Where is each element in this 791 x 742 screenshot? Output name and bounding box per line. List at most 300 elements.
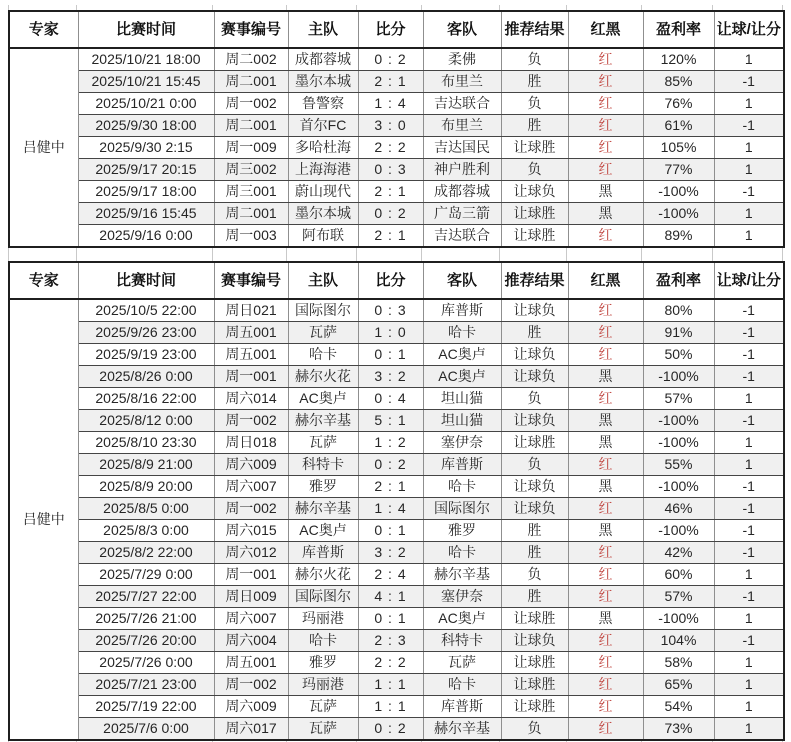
column-header-time: 比赛时间 xyxy=(78,262,214,299)
cell-match_no: 周三002 xyxy=(214,159,288,181)
gridline-stub-cell xyxy=(213,5,287,10)
cell-result: 让球胜 xyxy=(501,674,568,696)
cell-score: 5 : 1 xyxy=(358,410,423,432)
cell-handicap: 1 xyxy=(714,137,784,159)
cell-away: 赫尔辛基 xyxy=(423,718,501,741)
cell-home: 国际图尔 xyxy=(288,586,358,608)
table-row xyxy=(9,454,784,476)
cell-profit: 57% xyxy=(643,388,714,410)
cell-home: 赫尔火花 xyxy=(288,366,358,388)
cell-time: 2025/10/5 22:00 xyxy=(78,299,214,322)
table-row xyxy=(9,366,784,388)
cell-profit: 55% xyxy=(643,454,714,476)
cell-score: 1 : 4 xyxy=(358,498,423,520)
cell-handicap: -1 xyxy=(714,299,784,322)
cell-away: 神户胜利 xyxy=(423,159,501,181)
gridline-stub-cell xyxy=(213,248,287,261)
cell-profit: -100% xyxy=(643,520,714,542)
cell-red_black: 红 xyxy=(568,93,643,115)
cell-red_black: 红 xyxy=(568,159,643,181)
cell-match_no: 周六007 xyxy=(214,476,288,498)
gridline-stub-top xyxy=(8,5,783,10)
cell-away: 塞伊奈 xyxy=(423,432,501,454)
cell-score: 2 : 2 xyxy=(358,652,423,674)
column-header-expert: 专家 xyxy=(9,11,78,48)
cell-time: 2025/7/26 20:00 xyxy=(78,630,214,652)
table-row xyxy=(9,137,784,159)
cell-score: 2 : 1 xyxy=(358,181,423,203)
cell-profit: -100% xyxy=(643,203,714,225)
cell-result: 让球负 xyxy=(501,630,568,652)
column-header-handicap: 让球/让分 xyxy=(714,262,784,299)
gridline-stub-cell xyxy=(642,248,713,261)
cell-home: 国际图尔 xyxy=(288,299,358,322)
cell-away: 柔佛 xyxy=(423,48,501,71)
cell-result: 胜 xyxy=(501,115,568,137)
cell-red_black: 黑 xyxy=(568,203,643,225)
cell-handicap: 1 xyxy=(714,674,784,696)
cell-away: 吉达国民 xyxy=(423,137,501,159)
cell-score: 0 : 1 xyxy=(358,520,423,542)
table-2-body xyxy=(9,299,784,740)
column-header-result: 推荐结果 xyxy=(501,11,568,48)
cell-profit: 73% xyxy=(643,718,714,741)
cell-away: 哈卡 xyxy=(423,674,501,696)
table-row xyxy=(9,608,784,630)
cell-away: 布里兰 xyxy=(423,71,501,93)
cell-home: 哈卡 xyxy=(288,630,358,652)
cell-time: 2025/9/16 15:45 xyxy=(78,203,214,225)
cell-match_no: 周二001 xyxy=(214,71,288,93)
cell-profit: 104% xyxy=(643,630,714,652)
gridline-stub-cell xyxy=(8,248,77,261)
cell-result: 负 xyxy=(501,718,568,741)
cell-profit: 91% xyxy=(643,322,714,344)
table-2-header xyxy=(9,262,784,299)
column-header-away: 客队 xyxy=(423,11,501,48)
cell-handicap: 1 xyxy=(714,159,784,181)
cell-score: 1 : 1 xyxy=(358,696,423,718)
cell-match_no: 周五001 xyxy=(214,652,288,674)
cell-red_black: 红 xyxy=(568,586,643,608)
cell-time: 2025/9/17 20:15 xyxy=(78,159,214,181)
cell-handicap: 1 xyxy=(714,696,784,718)
cell-handicap: -1 xyxy=(714,322,784,344)
cell-handicap: 1 xyxy=(714,454,784,476)
column-header-red_black: 红黑 xyxy=(568,262,643,299)
cell-match_no: 周二001 xyxy=(214,115,288,137)
cell-away: 哈卡 xyxy=(423,542,501,564)
cell-result: 负 xyxy=(501,48,568,71)
table-row xyxy=(9,432,784,454)
cell-home: 哈卡 xyxy=(288,344,358,366)
cell-match_no: 周日021 xyxy=(214,299,288,322)
cell-home: 雅罗 xyxy=(288,652,358,674)
gridline-stub-cell xyxy=(567,248,642,261)
cell-red_black: 黑 xyxy=(568,432,643,454)
cell-match_no: 周日009 xyxy=(214,586,288,608)
cell-red_black: 黑 xyxy=(568,476,643,498)
expert-picks-table-1 xyxy=(8,10,785,248)
cell-handicap: -1 xyxy=(714,366,784,388)
cell-home: 墨尔本城 xyxy=(288,71,358,93)
table-row xyxy=(9,203,784,225)
cell-score: 2 : 1 xyxy=(358,476,423,498)
cell-profit: 42% xyxy=(643,542,714,564)
cell-score: 0 : 1 xyxy=(358,608,423,630)
table-row xyxy=(9,476,784,498)
cell-time: 2025/10/21 0:00 xyxy=(78,93,214,115)
gridline-stub-cell xyxy=(713,5,783,10)
cell-away: 哈卡 xyxy=(423,476,501,498)
table-row xyxy=(9,299,784,322)
cell-red_black: 红 xyxy=(568,696,643,718)
cell-home: 玛丽港 xyxy=(288,674,358,696)
cell-handicap: -1 xyxy=(714,410,784,432)
cell-red_black: 黑 xyxy=(568,410,643,432)
cell-profit: 58% xyxy=(643,652,714,674)
cell-home: AC奥卢 xyxy=(288,520,358,542)
table-row xyxy=(9,498,784,520)
cell-result: 让球胜 xyxy=(501,652,568,674)
cell-profit: -100% xyxy=(643,410,714,432)
cell-score: 1 : 2 xyxy=(358,432,423,454)
cell-handicap: 1 xyxy=(714,93,784,115)
cell-result: 负 xyxy=(501,159,568,181)
cell-home: 蔚山现代 xyxy=(288,181,358,203)
cell-match_no: 周六007 xyxy=(214,608,288,630)
column-header-result: 推荐结果 xyxy=(501,262,568,299)
cell-profit: 54% xyxy=(643,696,714,718)
cell-profit: -100% xyxy=(643,608,714,630)
cell-time: 2025/8/9 20:00 xyxy=(78,476,214,498)
column-header-away: 客队 xyxy=(423,262,501,299)
expert-name-cell: 吕健中 xyxy=(9,299,78,740)
cell-away: 库普斯 xyxy=(423,454,501,476)
table-row xyxy=(9,542,784,564)
cell-result: 让球胜 xyxy=(501,203,568,225)
table-row xyxy=(9,93,784,115)
cell-time: 2025/7/27 22:00 xyxy=(78,586,214,608)
gridline-stub-cell xyxy=(287,248,357,261)
header-row xyxy=(9,11,784,48)
table-row xyxy=(9,630,784,652)
cell-handicap: -1 xyxy=(714,542,784,564)
cell-match_no: 周二002 xyxy=(214,48,288,71)
cell-handicap: -1 xyxy=(714,630,784,652)
cell-result: 胜 xyxy=(501,542,568,564)
gridline-stub-cell xyxy=(77,248,213,261)
cell-match_no: 周一001 xyxy=(214,366,288,388)
cell-handicap: 1 xyxy=(714,388,784,410)
cell-time: 2025/7/19 22:00 xyxy=(78,696,214,718)
column-header-expert: 专家 xyxy=(9,262,78,299)
cell-match_no: 周五001 xyxy=(214,322,288,344)
cell-result: 让球负 xyxy=(501,410,568,432)
table-row xyxy=(9,410,784,432)
cell-score: 0 : 2 xyxy=(358,454,423,476)
gridline-stub-cell xyxy=(77,5,213,10)
cell-red_black: 黑 xyxy=(568,520,643,542)
cell-home: 库普斯 xyxy=(288,542,358,564)
cell-result: 让球胜 xyxy=(501,137,568,159)
table-row xyxy=(9,718,784,741)
cell-result: 让球负 xyxy=(501,299,568,322)
gridline-stub-cell xyxy=(422,5,500,10)
table-row xyxy=(9,225,784,248)
cell-handicap: -1 xyxy=(714,181,784,203)
cell-home: 玛丽港 xyxy=(288,608,358,630)
cell-score: 1 : 0 xyxy=(358,322,423,344)
cell-result: 让球负 xyxy=(501,476,568,498)
cell-time: 2025/8/16 22:00 xyxy=(78,388,214,410)
cell-time: 2025/10/21 18:00 xyxy=(78,48,214,71)
column-header-home: 主队 xyxy=(288,262,358,299)
cell-red_black: 红 xyxy=(568,498,643,520)
cell-handicap: -1 xyxy=(714,344,784,366)
cell-away: 吉达联合 xyxy=(423,225,501,248)
cell-handicap: 1 xyxy=(714,564,784,586)
table-row xyxy=(9,520,784,542)
cell-home: 瓦萨 xyxy=(288,696,358,718)
cell-red_black: 红 xyxy=(568,718,643,741)
cell-result: 负 xyxy=(501,388,568,410)
table-1-header xyxy=(9,11,784,48)
cell-away: AC奥卢 xyxy=(423,608,501,630)
cell-result: 负 xyxy=(501,564,568,586)
gridline-stub-gap xyxy=(8,248,783,261)
cell-handicap: 1 xyxy=(714,432,784,454)
cell-profit: -100% xyxy=(643,476,714,498)
cell-handicap: -1 xyxy=(714,476,784,498)
cell-match_no: 周一002 xyxy=(214,410,288,432)
cell-red_black: 红 xyxy=(568,542,643,564)
cell-result: 负 xyxy=(501,93,568,115)
cell-away: 布里兰 xyxy=(423,115,501,137)
cell-red_black: 红 xyxy=(568,674,643,696)
cell-result: 胜 xyxy=(501,322,568,344)
cell-score: 0 : 1 xyxy=(358,344,423,366)
cell-home: 雅罗 xyxy=(288,476,358,498)
gridline-stub-cell xyxy=(713,248,783,261)
column-header-handicap: 让球/让分 xyxy=(714,11,784,48)
cell-profit: -100% xyxy=(643,181,714,203)
cell-home: 瓦萨 xyxy=(288,322,358,344)
table-row xyxy=(9,322,784,344)
cell-result: 让球胜 xyxy=(501,432,568,454)
cell-time: 2025/8/3 0:00 xyxy=(78,520,214,542)
cell-match_no: 周一003 xyxy=(214,225,288,248)
cell-profit: 80% xyxy=(643,299,714,322)
cell-handicap: 1 xyxy=(714,225,784,248)
cell-home: 首尔FC xyxy=(288,115,358,137)
cell-time: 2025/9/30 2:15 xyxy=(78,137,214,159)
cell-profit: 61% xyxy=(643,115,714,137)
cell-time: 2025/9/30 18:00 xyxy=(78,115,214,137)
cell-match_no: 周六012 xyxy=(214,542,288,564)
cell-profit: 76% xyxy=(643,93,714,115)
cell-red_black: 红 xyxy=(568,652,643,674)
cell-result: 胜 xyxy=(501,71,568,93)
expert-picks-table-2 xyxy=(8,261,785,741)
cell-away: 坦山猫 xyxy=(423,410,501,432)
cell-profit: 77% xyxy=(643,159,714,181)
cell-time: 2025/7/21 23:00 xyxy=(78,674,214,696)
column-header-profit: 盈利率 xyxy=(643,11,714,48)
cell-time: 2025/10/21 15:45 xyxy=(78,71,214,93)
gridline-stub-cell xyxy=(287,5,357,10)
table-row xyxy=(9,181,784,203)
table-row xyxy=(9,159,784,181)
table-row xyxy=(9,71,784,93)
table-row xyxy=(9,696,784,718)
cell-score: 2 : 2 xyxy=(358,137,423,159)
cell-match_no: 周一001 xyxy=(214,564,288,586)
cell-red_black: 红 xyxy=(568,564,643,586)
cell-away: 哈卡 xyxy=(423,322,501,344)
cell-result: 让球胜 xyxy=(501,696,568,718)
cell-match_no: 周六015 xyxy=(214,520,288,542)
table-row xyxy=(9,388,784,410)
cell-score: 0 : 2 xyxy=(358,48,423,71)
column-header-match_no: 赛事编号 xyxy=(214,11,288,48)
cell-profit: 85% xyxy=(643,71,714,93)
cell-away: 科特卡 xyxy=(423,630,501,652)
cell-time: 2025/8/12 0:00 xyxy=(78,410,214,432)
column-header-score: 比分 xyxy=(358,11,423,48)
cell-result: 让球负 xyxy=(501,181,568,203)
cell-handicap: -1 xyxy=(714,520,784,542)
table-row xyxy=(9,564,784,586)
cell-score: 3 : 2 xyxy=(358,366,423,388)
column-header-time: 比赛时间 xyxy=(78,11,214,48)
cell-score: 2 : 3 xyxy=(358,630,423,652)
cell-handicap: 1 xyxy=(714,608,784,630)
cell-score: 4 : 1 xyxy=(358,586,423,608)
cell-red_black: 红 xyxy=(568,137,643,159)
gridline-stub-cell xyxy=(357,5,422,10)
gridline-stub-cell xyxy=(8,5,77,10)
cell-handicap: -1 xyxy=(714,71,784,93)
cell-away: 赫尔辛基 xyxy=(423,564,501,586)
table-1-body xyxy=(9,48,784,247)
cell-handicap: 1 xyxy=(714,718,784,741)
cell-result: 胜 xyxy=(501,586,568,608)
cell-home: 科特卡 xyxy=(288,454,358,476)
cell-result: 让球胜 xyxy=(501,225,568,248)
expert-name-cell: 吕健中 xyxy=(9,48,78,247)
cell-home: 阿布联 xyxy=(288,225,358,248)
cell-away: 雅罗 xyxy=(423,520,501,542)
cell-away: 瓦萨 xyxy=(423,652,501,674)
gridline-stub-cell xyxy=(567,5,642,10)
cell-profit: 89% xyxy=(643,225,714,248)
cell-score: 0 : 3 xyxy=(358,299,423,322)
cell-away: 库普斯 xyxy=(423,696,501,718)
cell-time: 2025/9/19 23:00 xyxy=(78,344,214,366)
cell-result: 胜 xyxy=(501,520,568,542)
cell-red_black: 红 xyxy=(568,344,643,366)
cell-red_black: 红 xyxy=(568,225,643,248)
cell-handicap: 1 xyxy=(714,652,784,674)
cell-match_no: 周六009 xyxy=(214,696,288,718)
cell-red_black: 黑 xyxy=(568,181,643,203)
cell-match_no: 周三001 xyxy=(214,181,288,203)
cell-away: 塞伊奈 xyxy=(423,586,501,608)
cell-home: 鲁警察 xyxy=(288,93,358,115)
column-header-profit: 盈利率 xyxy=(643,262,714,299)
cell-time: 2025/8/2 22:00 xyxy=(78,542,214,564)
cell-time: 2025/7/29 0:00 xyxy=(78,564,214,586)
cell-match_no: 周日018 xyxy=(214,432,288,454)
cell-score: 0 : 4 xyxy=(358,388,423,410)
cell-time: 2025/9/16 0:00 xyxy=(78,225,214,248)
cell-match_no: 周一009 xyxy=(214,137,288,159)
cell-profit: 57% xyxy=(643,586,714,608)
cell-time: 2025/9/26 23:00 xyxy=(78,322,214,344)
cell-red_black: 红 xyxy=(568,48,643,71)
cell-result: 让球负 xyxy=(501,366,568,388)
cell-time: 2025/7/26 21:00 xyxy=(78,608,214,630)
cell-profit: 46% xyxy=(643,498,714,520)
cell-profit: 50% xyxy=(643,344,714,366)
column-header-score: 比分 xyxy=(358,262,423,299)
cell-time: 2025/8/5 0:00 xyxy=(78,498,214,520)
cell-away: 坦山猫 xyxy=(423,388,501,410)
cell-time: 2025/8/9 21:00 xyxy=(78,454,214,476)
cell-match_no: 周一002 xyxy=(214,93,288,115)
cell-red_black: 红 xyxy=(568,71,643,93)
column-header-match_no: 赛事编号 xyxy=(214,262,288,299)
cell-handicap: -1 xyxy=(714,586,784,608)
cell-away: 成都蓉城 xyxy=(423,181,501,203)
cell-time: 2025/8/10 23:30 xyxy=(78,432,214,454)
cell-score: 1 : 1 xyxy=(358,674,423,696)
cell-score: 2 : 1 xyxy=(358,71,423,93)
cell-match_no: 周六009 xyxy=(214,454,288,476)
table-row xyxy=(9,115,784,137)
gridline-stub-cell xyxy=(500,5,567,10)
cell-profit: 105% xyxy=(643,137,714,159)
cell-away: AC奥卢 xyxy=(423,344,501,366)
cell-handicap: 1 xyxy=(714,203,784,225)
cell-home: 赫尔火花 xyxy=(288,564,358,586)
cell-away: AC奥卢 xyxy=(423,366,501,388)
cell-time: 2025/8/26 0:00 xyxy=(78,366,214,388)
cell-red_black: 红 xyxy=(568,299,643,322)
cell-profit: 60% xyxy=(643,564,714,586)
cell-handicap: 1 xyxy=(714,48,784,71)
cell-away: 库普斯 xyxy=(423,299,501,322)
cell-home: 墨尔本城 xyxy=(288,203,358,225)
table-row xyxy=(9,344,784,366)
cell-match_no: 周五001 xyxy=(214,344,288,366)
cell-match_no: 周六004 xyxy=(214,630,288,652)
cell-profit: 120% xyxy=(643,48,714,71)
cell-away: 吉达联合 xyxy=(423,93,501,115)
cell-score: 0 : 2 xyxy=(358,718,423,741)
cell-home: 成都蓉城 xyxy=(288,48,358,71)
cell-profit: 65% xyxy=(643,674,714,696)
cell-away: 广岛三箭 xyxy=(423,203,501,225)
cell-red_black: 红 xyxy=(568,454,643,476)
cell-score: 0 : 3 xyxy=(358,159,423,181)
cell-result: 负 xyxy=(501,454,568,476)
cell-result: 让球胜 xyxy=(501,608,568,630)
cell-result: 让球负 xyxy=(501,498,568,520)
cell-red_black: 红 xyxy=(568,115,643,137)
cell-score: 3 : 2 xyxy=(358,542,423,564)
